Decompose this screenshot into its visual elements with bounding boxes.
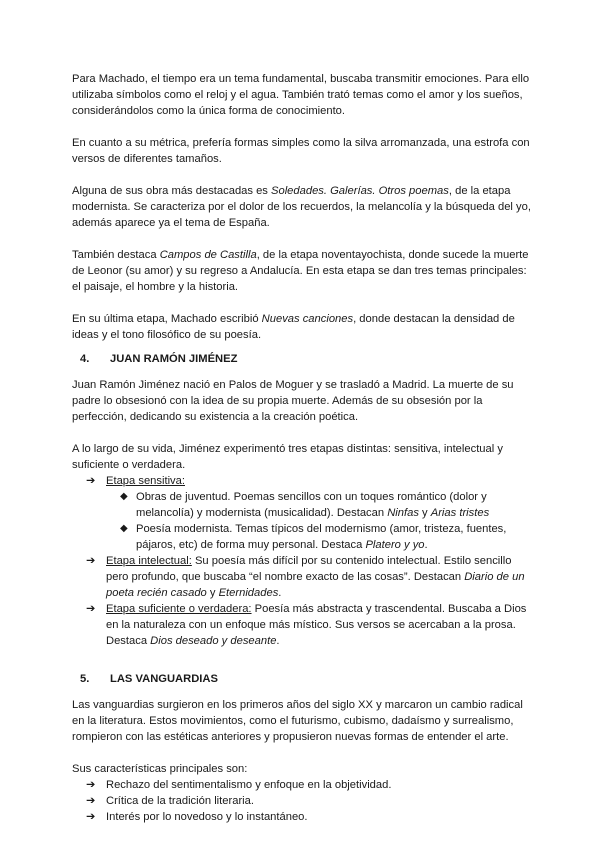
work-title: Campos de Castilla	[159, 249, 257, 261]
work-title: Ninfas	[387, 507, 419, 519]
stage-label: Etapa sensitiva:	[106, 475, 185, 487]
stage-label: Etapa intelectual:	[106, 555, 192, 567]
diamond-bullet-icon: ◆	[120, 491, 128, 502]
paragraph-jrj-stages: A lo largo de su vida, Jiménez experimentó tres etapas distintas: sensitiva, intelectual y suficiente o verdadera.	[72, 443, 503, 471]
work-title: Platero y yo	[365, 539, 425, 551]
paragraph-machado-last-stage: En su última etapa, Machado escribió Nuevas canciones, donde destacan la densidad de ideas y el tono filosófico de su poesía.	[72, 313, 515, 341]
section-number: 4.	[80, 353, 90, 365]
work-title: Diario de un poeta recién casado	[106, 571, 525, 599]
section-title: JUAN RAMÓN JIMÉNEZ	[110, 353, 238, 365]
paragraph-machado-works: Alguna de sus obra más destacadas es Soledades. Galerías. Otros poemas, de la etapa modernista. Se caracteriza por el dolor de los recuerdos, la melancolía y la búsqueda del yo, además aparece ya el tema de España.	[72, 185, 531, 229]
work-title: Soledades. Galerías. Otros poemas	[271, 185, 449, 197]
work-title: Dios deseado y deseante	[150, 635, 277, 647]
arrow-bullet-icon: ➔	[86, 475, 96, 487]
list-item: ➔ Interés por lo novedoso y lo instantáneo.	[86, 811, 308, 823]
paragraph-machado-metric: En cuanto a su métrica, prefería formas simples como la silva arromanzada, una estrofa con versos de diferentes tamaños.	[72, 137, 530, 165]
paragraph-machado-time: Para Machado, el tiempo era un tema fundamental, buscaba transmitir emociones. Para ello utilizaba símbolos como el reloj y el agua. También trató temas como el amor y los sueños, considerándolos como la única forma de conocimiento.	[72, 73, 530, 117]
list-item: ➔ Crítica de la tradición literaria.	[86, 795, 254, 807]
sub-list	[106, 489, 532, 553]
section-heading-vanguards	[72, 671, 532, 687]
section-title: LAS VANGUARDIAS	[110, 673, 218, 685]
stage-label: Etapa suficiente o verdadera:	[106, 603, 252, 615]
work-title: Nuevas canciones	[261, 313, 354, 325]
arrow-bullet-icon: ➔	[86, 811, 96, 823]
list-item-stage-sensitive	[86, 473, 532, 553]
paragraph-vanguards-intro: Las vanguardias surgieron en los primeros años del siglo XX y marcaron un cambio radical en la literatura. Estos movimientos, como el futurismo, cubismo, dadaísmo y surrealismo, rompieron con las estéticas anteriores y propusieron nuevas formas de entender el arte.	[72, 699, 523, 743]
features-list	[72, 777, 532, 825]
diamond-bullet-icon: ◆	[120, 523, 128, 534]
document-page	[72, 71, 532, 825]
list-item: ➔ Rechazo del sentimentalismo y enfoque en la objetividad.	[86, 779, 392, 791]
arrow-bullet-icon: ➔	[86, 555, 96, 567]
stages-list	[72, 473, 532, 649]
section-number: 5.	[80, 673, 90, 685]
arrow-bullet-icon: ➔	[86, 795, 96, 807]
list-item-stage-intellectual: ➔ Etapa intelectual: Su poesía más difícil por su contenido intelectual. Estilo sencillo pero profundo, que buscaba “el nombre exacto de las cosas”. Destacan Diario de un poeta recién casado y Eternidades.	[86, 555, 525, 599]
list-item-modernist-poetry: ◆ Poesía modernista. Temas típicos del modernismo (amor, tristeza, fuentes, pájaros, etc) de forma muy personal. Destaca Platero y yo.	[120, 523, 507, 551]
paragraph-jrj-bio: Juan Ramón Jiménez nació en Palos de Moguer y se trasladó a Madrid. La muerte de su padre lo obsesionó con la idea de su propia muerte. Además de su obsesión por la perfección, dedicando su existencia a la creación poética.	[72, 379, 514, 423]
paragraph-vanguards-features: Sus características principales son:	[72, 763, 248, 775]
list-item-youth-works: ◆ Obras de juventud. Poemas sencillos con un toques romántico (dolor y melancolía) y modernista (musicalidad). Destacan Ninfas y Arias tristes	[120, 491, 490, 519]
work-title: Eternidades	[218, 587, 279, 599]
paragraph-machado-castilla: También destaca Campos de Castilla, de la etapa noventayochista, donde sucede la muerte de Leonor (su amor) y su regreso a Andalucía. En esta etapa se dan tres temas principales: el paisaje, el hombre y la historia.	[72, 249, 529, 293]
arrow-bullet-icon: ➔	[86, 603, 96, 615]
arrow-bullet-icon: ➔	[86, 779, 96, 791]
work-title: Arias tristes	[430, 507, 490, 519]
list-item-stage-sufficient: ➔ Etapa suficiente o verdadera: Poesía más abstracta y trascendental. Buscaba a Dios en la naturaleza con un enfoque más místico. Sus versos se acercaban a la prosa. Destaca Dios deseado y deseante.	[86, 603, 527, 647]
section-heading-jrj	[72, 351, 532, 367]
